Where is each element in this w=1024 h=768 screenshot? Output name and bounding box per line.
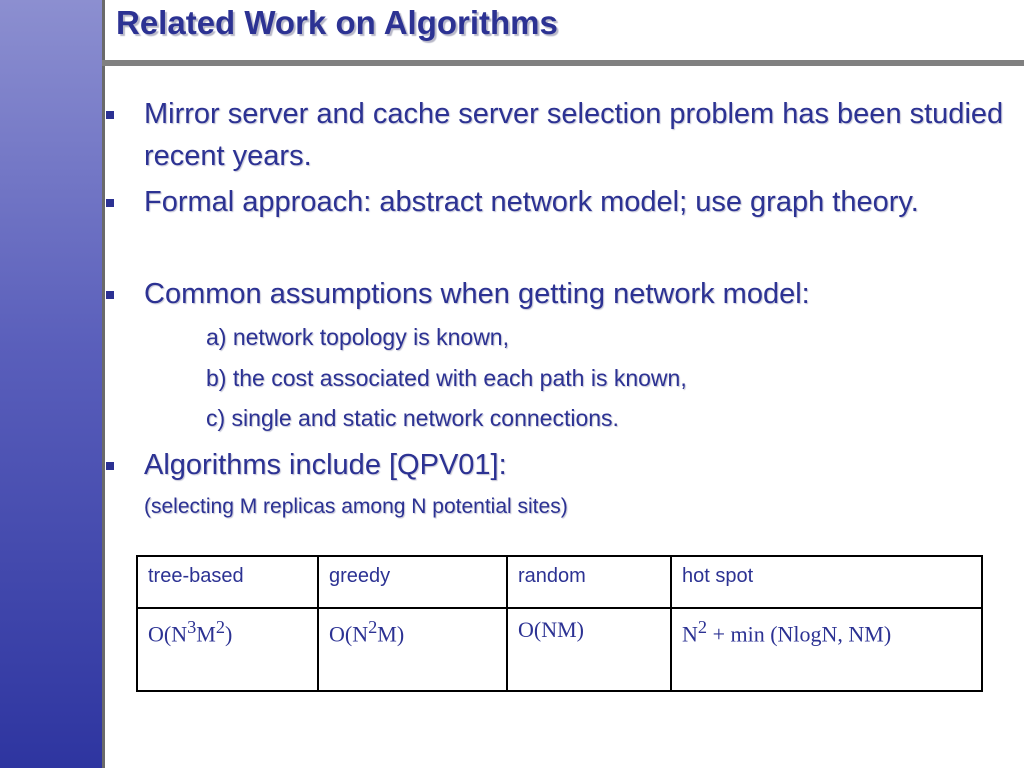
table-header-row xyxy=(137,556,982,608)
cell-superscript: 2 xyxy=(215,617,226,637)
table-cell xyxy=(137,608,318,691)
cell-text: ) xyxy=(225,621,233,647)
cell-text: O(NM) xyxy=(518,617,584,642)
algorithm-complexity-table xyxy=(136,555,983,692)
left-sidebar-band xyxy=(0,0,102,768)
table-cell xyxy=(671,608,982,691)
cell-text: O(N xyxy=(329,621,369,647)
table-header-cell: greedy xyxy=(318,556,507,608)
bullet-marker-icon xyxy=(106,111,114,119)
bullet-text: Common assumptions when getting network model: xyxy=(144,278,810,310)
table-header-cell: hot spot xyxy=(671,556,982,608)
bullet-marker-icon xyxy=(106,462,114,470)
assumption-item: a) network topology is known, xyxy=(206,324,509,350)
table-row xyxy=(137,608,982,691)
cell-superscript: 3 xyxy=(187,617,197,637)
table-cell xyxy=(507,608,671,691)
table-cell xyxy=(318,608,507,691)
bullet-text: Formal approach: abstract network model; use graph theory. xyxy=(144,186,919,218)
cell-text: M) xyxy=(377,621,405,647)
bullet-text: Mirror server and cache server selection problem has been studied recent years. xyxy=(144,98,1004,172)
bullet-text: Algorithms include [QPV01]: xyxy=(144,449,507,481)
assumption-item: c) single and static network connections. xyxy=(206,405,619,431)
bullet-marker-icon xyxy=(106,199,114,207)
title-underline-rule xyxy=(102,60,1024,66)
table-header-cell: tree-based xyxy=(137,556,318,608)
selection-note: (selecting M replicas among N potential sites) xyxy=(144,495,568,518)
cell-superscript: 2 xyxy=(368,617,378,637)
cell-text: M xyxy=(196,621,216,647)
slide-title: Related Work on Algorithms xyxy=(116,4,558,41)
sidebar-edge-line xyxy=(102,0,105,768)
assumption-item: b) the cost associated with each path is known, xyxy=(206,365,687,391)
cell-text: O(N xyxy=(148,621,188,647)
bullet-marker-icon xyxy=(106,291,114,299)
cell-superscript: 2 xyxy=(697,617,708,637)
cell-text: + min (NlogN, NM) xyxy=(707,621,892,647)
cell-text: N xyxy=(682,621,698,647)
table-header-cell: random xyxy=(507,556,671,608)
